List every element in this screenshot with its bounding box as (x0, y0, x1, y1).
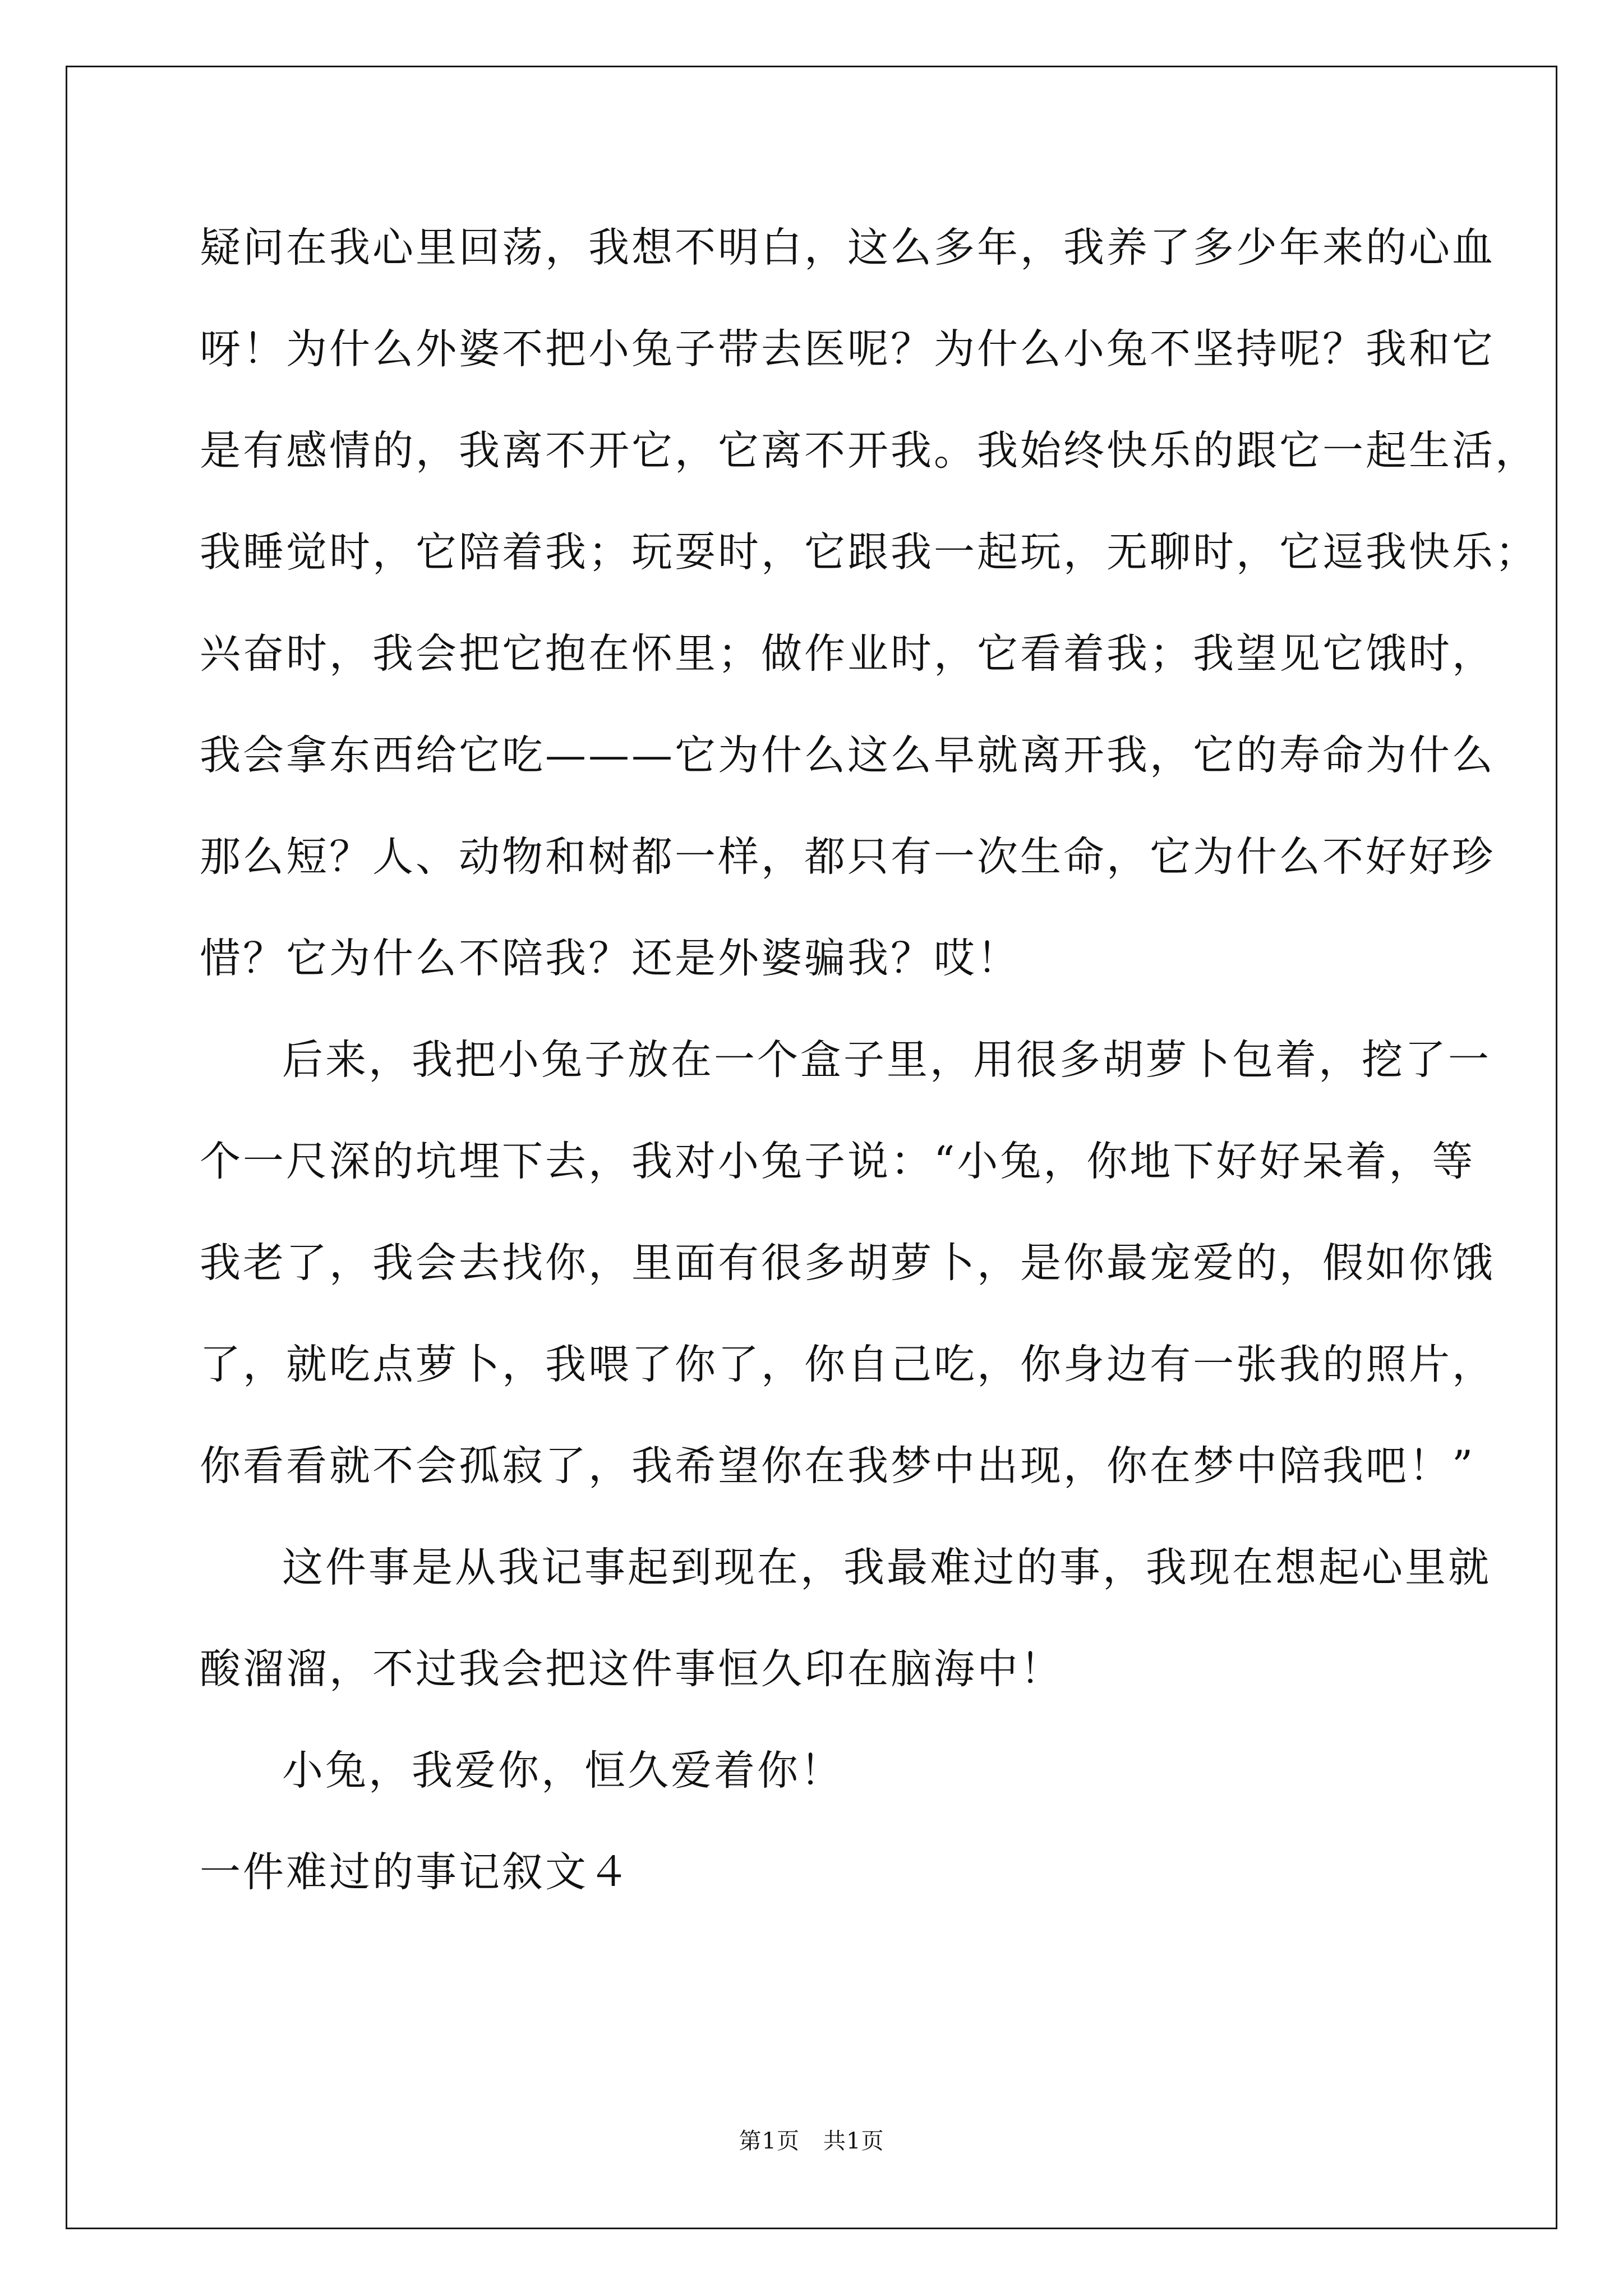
text-line: 小兔，我爱你，恒久爱着你！ (282, 1747, 843, 1795)
page-footer (0, 2127, 1623, 2155)
text-line: 这件事是从我记事起到现在，我最难过的事，我现在想起心里就 (282, 1544, 1491, 1591)
text-line: 后来，我把小兔子放在一个盒子里，用很多胡萝卜包着，挖了一 (282, 1036, 1491, 1084)
text-line: 我睡觉时，它陪着我；玩耍时，它跟我一起玩，无聊时，它逗我快乐； (200, 528, 1538, 576)
text-line: 个一尺深的坑埋下去，我对小兔子说：“小兔，你地下好好呆着，等 (200, 1138, 1476, 1185)
text-line: 酸溜溜，不过我会把这件事恒久印在脑海中！ (200, 1645, 1063, 1693)
text-line: 你看看就不会孤寂了，我希望你在我梦中出现，你在梦中陪我吧！” (200, 1442, 1476, 1490)
document-body (200, 220, 1538, 1946)
text-line: 疑问在我心里回荡，我想不明白，这么多年，我养了多少年来的心血 (200, 224, 1495, 272)
text-line: 我老了，我会去找你，里面有很多胡萝卜，是你最宠爱的，假如你饿 (200, 1239, 1495, 1287)
text-line: 我会拿东西给它吃———它为什么这么早就离开我，它的寿命为什么 (200, 731, 1495, 779)
text-line: 兴奋时，我会把它抱在怀里；做作业时，它看着我；我望见它饿时， (200, 630, 1495, 678)
text-line: 了，就吃点萝卜，我喂了你了，你自己吃，你身边有一张我的照片， (200, 1341, 1495, 1388)
page-number: 第1页 (739, 2128, 800, 2154)
text-line: 惜？它为什么不陪我？还是外婆骗我？哎！ (200, 935, 1020, 982)
text-line: 是有感情的，我离不开它，它离不开我。我始终快乐的跟它一起生活， (200, 427, 1538, 475)
page-total: 共1页 (823, 2128, 884, 2154)
text-line: 那么短？人、动物和树都一样，都只有一次生命，它为什么不好好珍 (200, 833, 1495, 881)
section-heading: 一件难过的事记叙文４ (200, 1848, 631, 1896)
text-line: 呀！为什么外婆不把小兔子带去医呢？为什么小兔不坚持呢？我和它 (200, 325, 1495, 373)
